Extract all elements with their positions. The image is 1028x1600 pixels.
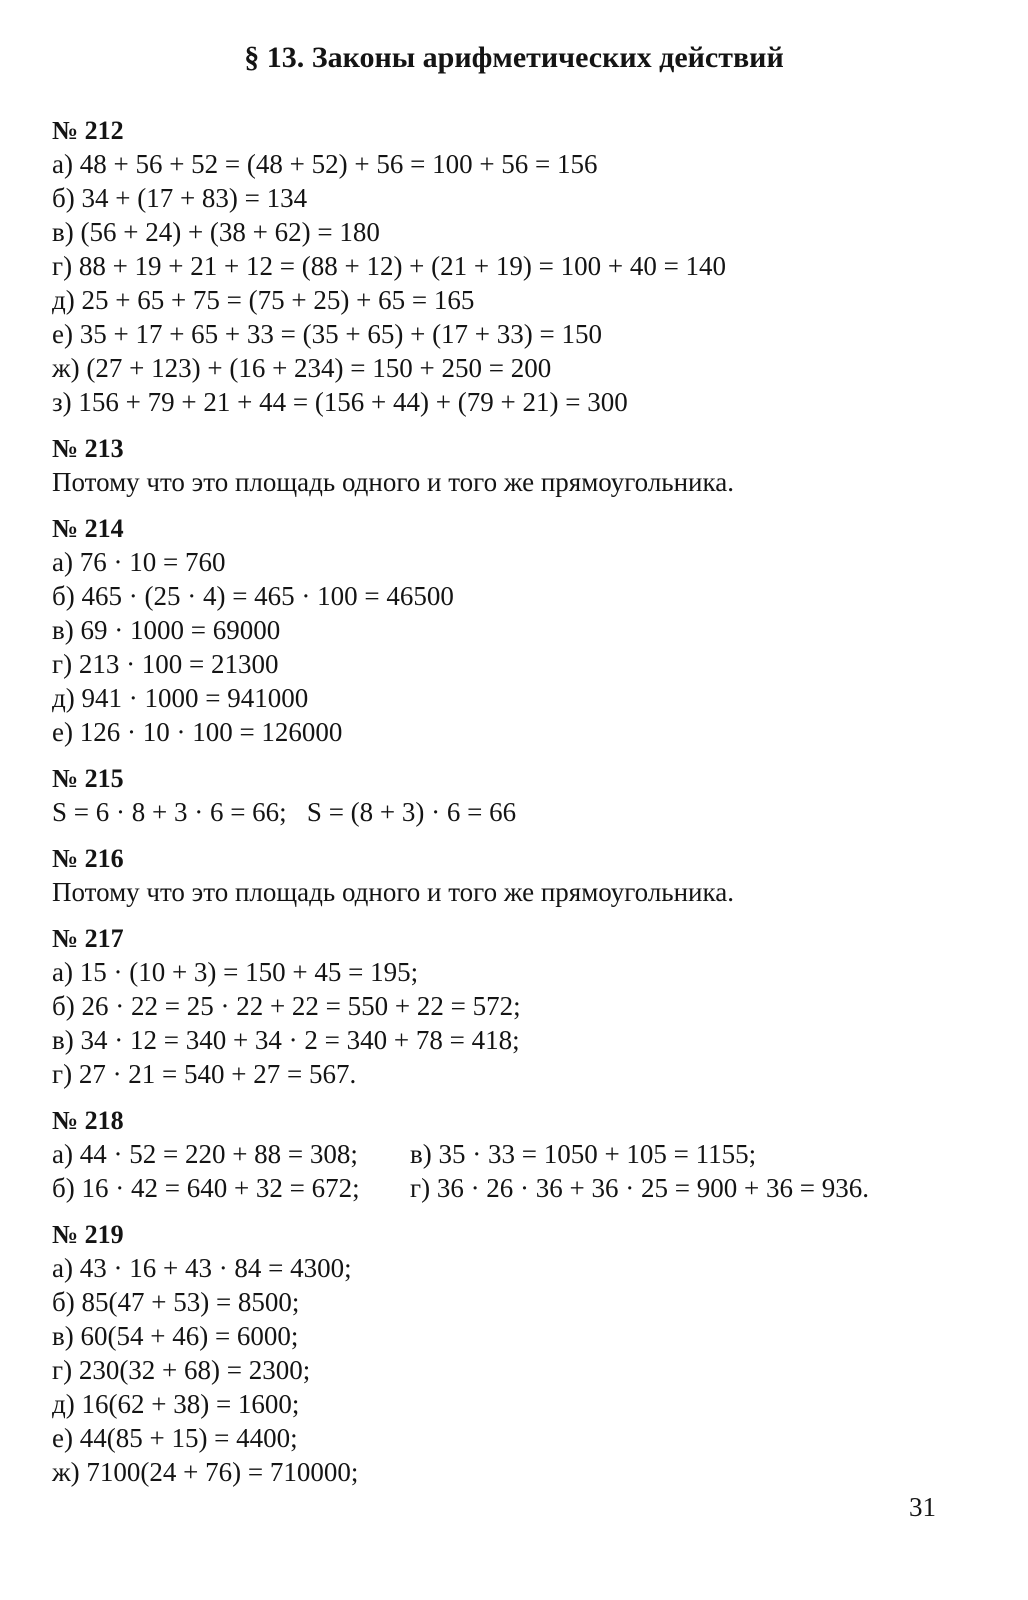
- exercise-212: [52, 114, 992, 419]
- solution-line: в) 34 · 12 = 340 + 34 · 2 = 340 + 78 = 418;: [52, 1025, 520, 1055]
- solution-line: г) 36 · 26 · 36 + 36 · 25 = 900 + 36 = 936.: [410, 1173, 869, 1203]
- solution-line: б) 465 · (25 · 4) = 465 · 100 = 46500: [52, 581, 454, 611]
- exercise-214: [52, 512, 992, 749]
- solution-line: Потому что это площадь одного и того же прямоугольника.: [52, 467, 734, 497]
- exercise-number: № 216: [52, 844, 124, 873]
- solution-line: в) 35 · 33 = 1050 + 105 = 1155;: [410, 1139, 757, 1169]
- solution-line: Потому что это площадь одного и того же прямоугольника.: [52, 877, 734, 907]
- solution-line: е) 44(85 + 15) = 4400;: [52, 1423, 298, 1453]
- solution-line: б) 16 · 42 = 640 + 32 = 672;: [52, 1173, 360, 1203]
- exercise-number: № 212: [52, 116, 124, 145]
- solution-line: а) 43 · 16 + 43 · 84 = 4300;: [52, 1253, 352, 1283]
- solution-line: г) 230(32 + 68) = 2300;: [52, 1355, 311, 1385]
- solution-line: ж) (27 + 123) + (16 + 234) = 150 + 250 = 200: [52, 353, 552, 383]
- exercise-number: № 219: [52, 1220, 124, 1249]
- exercise-number: № 215: [52, 764, 124, 793]
- solution-row: [52, 1171, 992, 1205]
- solution-line: б) 85(47 + 53) = 8500;: [52, 1287, 300, 1317]
- solution-line: ж) 7100(24 + 76) = 710000;: [52, 1457, 359, 1487]
- solution-line: г) 213 · 100 = 21300: [52, 649, 279, 679]
- solutions-content: [52, 114, 992, 1489]
- exercise-213: [52, 432, 992, 499]
- solution-line: а) 15 · (10 + 3) = 150 + 45 = 195;: [52, 957, 419, 987]
- solution-line: д) 16(62 + 38) = 1600;: [52, 1389, 300, 1419]
- solution-line: в) (56 + 24) + (38 + 62) = 180: [52, 217, 380, 247]
- exercise-218: [52, 1104, 992, 1205]
- solution-line: S = 6 · 8 + 3 · 6 = 66; S = (8 + 3) · 6 = 66: [52, 797, 517, 827]
- solution-line: д) 25 + 65 + 75 = (75 + 25) + 65 = 165: [52, 285, 475, 315]
- solution-line: б) 34 + (17 + 83) = 134: [52, 183, 308, 213]
- exercise-216: [52, 842, 992, 909]
- solution-line: д) 941 · 1000 = 941000: [52, 683, 309, 713]
- solution-line: г) 27 · 21 = 540 + 27 = 567.: [52, 1059, 357, 1089]
- solution-line: г) 88 + 19 + 21 + 12 = (88 + 12) + (21 + 19) = 100 + 40 = 140: [52, 251, 727, 281]
- solution-line: в) 60(54 + 46) = 6000;: [52, 1321, 299, 1351]
- solution-line: з) 156 + 79 + 21 + 44 = (156 + 44) + (79 + 21) = 300: [52, 387, 628, 417]
- exercise-number: № 218: [52, 1106, 124, 1135]
- exercise-number: № 214: [52, 514, 124, 543]
- exercise-number: № 213: [52, 434, 124, 463]
- solution-line: е) 35 + 17 + 65 + 33 = (35 + 65) + (17 + 33) = 150: [52, 319, 603, 349]
- solution-line: а) 48 + 56 + 52 = (48 + 52) + 56 = 100 + 56 = 156: [52, 149, 598, 179]
- solution-line: а) 76 · 10 = 760: [52, 547, 226, 577]
- solution-line: в) 69 · 1000 = 69000: [52, 615, 281, 645]
- solution-line: е) 126 · 10 · 100 = 126000: [52, 717, 343, 747]
- exercise-number: № 217: [52, 924, 124, 953]
- solution-line: а) 44 · 52 = 220 + 88 = 308;: [52, 1139, 358, 1169]
- exercise-217: [52, 922, 992, 1091]
- solution-line: б) 26 · 22 = 25 · 22 + 22 = 550 + 22 = 572;: [52, 991, 521, 1021]
- exercise-219: [52, 1218, 992, 1489]
- page-number: 31: [909, 1492, 936, 1522]
- page-title: § 13. Законы арифметических действий: [244, 41, 784, 74]
- solution-row: [52, 1137, 992, 1171]
- exercise-215: [52, 762, 992, 829]
